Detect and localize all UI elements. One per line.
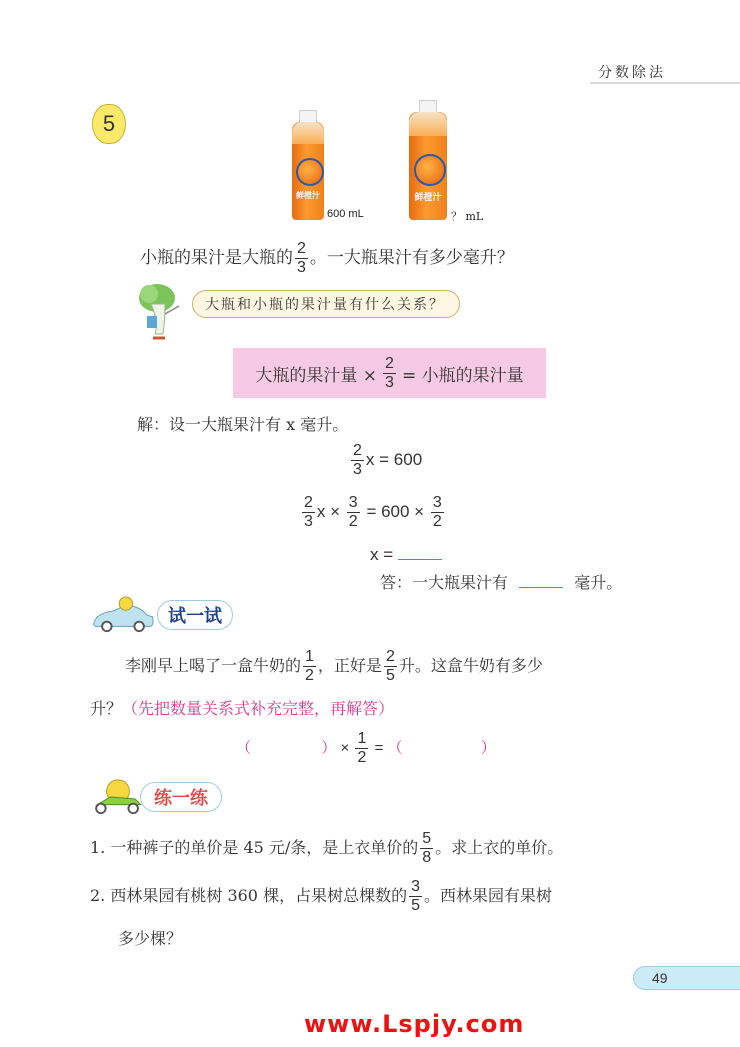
watermark-text: www.Lspjy.com bbox=[304, 1010, 525, 1038]
header-divider bbox=[590, 82, 740, 84]
orange-graphic bbox=[296, 158, 324, 186]
motorbike-mascot-icon bbox=[88, 778, 148, 816]
try-it-problem-line2: 升？（先把数量关系式补充完整，再解答） bbox=[90, 699, 395, 718]
answer-line: 答：一大瓶果汁有 毫升。 bbox=[380, 573, 623, 592]
fraction: $\frac{2}{3}$ bbox=[297, 240, 306, 276]
example-number-badge bbox=[92, 104, 126, 144]
fraction: $\frac{5}{8}$ bbox=[422, 830, 432, 866]
try-it-heading: 试一试 bbox=[157, 600, 233, 630]
orange-graphic bbox=[414, 154, 447, 186]
car-mascot-icon bbox=[88, 596, 158, 634]
bubble-text: 大瓶和小瓶的果汁量有什么关系？ bbox=[205, 297, 445, 313]
practice-item-2-continued: 多少棵？ bbox=[118, 929, 183, 948]
speech-bubble bbox=[192, 290, 460, 318]
fraction: $\frac{2}{5}$ bbox=[385, 648, 395, 684]
large-bottle-volume: ？ mL bbox=[451, 210, 484, 223]
practice-item-1: 1. 一种裤子的单价是 45 元/条，是上衣单价的 $\frac{5}{8}$ 。求上衣的单价。 bbox=[90, 830, 564, 866]
fraction: $\frac{2}{3}$ bbox=[304, 494, 313, 530]
fraction: $\frac{3}{5}$ bbox=[411, 878, 420, 914]
fraction: $\frac{1}{2}$ bbox=[305, 648, 314, 684]
equation-3: x = bbox=[370, 545, 442, 565]
fraction: $\frac{2}{3}$ bbox=[385, 354, 394, 391]
fraction: $\frac{1}{2}$ bbox=[357, 730, 367, 766]
example-question: 小瓶的果汁是大瓶的 $\frac{2}{3}$ 。一大瓶果汁有多少毫升？ bbox=[140, 240, 514, 276]
small-juice-bottle-image bbox=[292, 122, 324, 220]
cabbage-mascot-icon bbox=[135, 282, 185, 344]
example-number: 5 bbox=[102, 111, 116, 136]
page-number-tab bbox=[633, 966, 740, 990]
practice-heading: 练一练 bbox=[140, 782, 222, 812]
large-juice-bottle-image bbox=[409, 112, 447, 220]
relation-box: 大瓶的果汁量 × $\frac{2}{3}$ = 小瓶的果汁量 bbox=[233, 348, 546, 398]
bottle-brand: 鲜橙汁 bbox=[296, 190, 320, 200]
solution-intro: 解：设一大瓶果汁有 x 毫升。 bbox=[137, 415, 349, 434]
bottle-neck bbox=[409, 112, 447, 136]
equation-1: $\frac{2}{3}$ x = 600 bbox=[353, 442, 423, 478]
page-number: 49 bbox=[652, 970, 668, 986]
fraction: $\frac{2}{3}$ bbox=[353, 442, 362, 478]
bottle-neck bbox=[292, 122, 324, 144]
relation-fill-formula: （ ） × $\frac{1}{2}$ = （ ） bbox=[236, 730, 496, 766]
x-answer-blank[interactable] bbox=[398, 545, 442, 560]
practice-item-2: 2. 西林果园有桃树 360 棵，占果树总棵数的 $\frac{3}{5}$ 。西林果园有果树 bbox=[90, 878, 552, 914]
hint-text: （先把数量关系式补充完整，再解答） bbox=[122, 699, 395, 718]
equation-2: $\frac{2}{3}$ x × $\frac{3}{2}$ = 600 × $\frac{3}{2}$ bbox=[304, 494, 442, 530]
fraction: $\frac{3}{2}$ bbox=[432, 494, 442, 530]
chapter-title: 分数除法 bbox=[598, 65, 666, 81]
fraction: $\frac{3}{2}$ bbox=[348, 494, 358, 530]
answer-blank[interactable] bbox=[519, 573, 563, 588]
small-bottle-volume: 600 mL bbox=[327, 208, 364, 220]
bottle-brand: 鲜橙汁 bbox=[414, 193, 442, 203]
try-it-problem-line1: 李刚早上喝了一盒牛奶的 $\frac{1}{2}$ ，正好是 $\frac{2}{5}$ 升。这盒牛奶有多少 bbox=[125, 648, 543, 684]
